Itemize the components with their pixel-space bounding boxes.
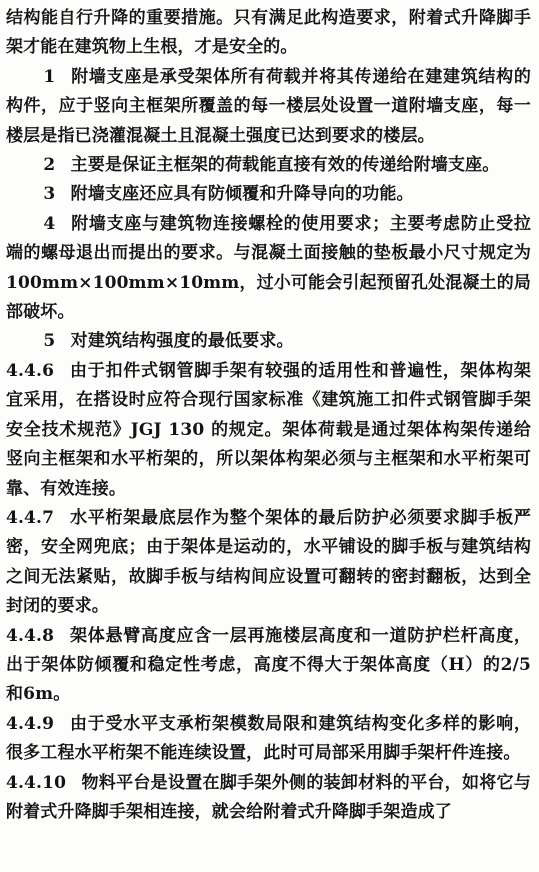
item-text: 对建筑结构强度的最低要求。 — [70, 331, 294, 352]
section-number: 4.4.6 — [6, 360, 55, 381]
section-text: 物料平台是设置在脚手架外侧的装卸材料的平台，如将它与附着式升降脚手架相连接，就会给附着式升降脚手架造成了 — [6, 772, 531, 822]
item-text: 附墙支座与建筑物连接螺栓的使用要求；主要考虑防止受拉端的螺母退出而提出的要求。与混凝土面接触的垫板最小尺寸规定为100mm×100mm×10mm，过小可能会引起预留孔处混凝土的局部破坏。 — [6, 213, 531, 323]
list-item-5 — [6, 327, 531, 356]
item-number: 2 — [43, 155, 56, 176]
list-item-1 — [6, 63, 531, 151]
list-item-3 — [6, 180, 531, 209]
item-text: 附墙支座还应具有防倾覆和升降导向的功能。 — [70, 184, 414, 205]
section-number: 4.4.8 — [6, 625, 55, 646]
item-number: 5 — [43, 331, 56, 352]
section-text: 由于受水平支承桁架模数局限和建筑结构变化多样的影响，很多工程水平桁架不能连续设置，此时可局部采用脚手架杆件连接。 — [6, 713, 531, 764]
item-number: 4 — [43, 213, 56, 234]
section-4-4-9 — [6, 710, 531, 769]
section-number: 4.4.9 — [6, 713, 55, 734]
paragraph-text: 结构能自行升降的重要措施。只有满足此构造要求，附着式升降脚手架才能在建筑物上生根，才是安全的。 — [6, 8, 531, 58]
section-4-4-7 — [6, 504, 531, 622]
section-text: 架体悬臂高度应含一层再施楼层高度和一道防护栏杆高度，出于架体防倾覆和稳定性考虑，高度不得大于架体高度（H）的2/5和6m。 — [6, 625, 531, 705]
section-4-4-6 — [6, 357, 531, 504]
item-text: 附墙支座是承受架体所有荷载并将其传递给在建建筑结构的构件，应于竖向主框架所覆盖的每一楼层处设置一道附墙支座，每一楼层是指已浇灌混凝土且混凝土强度已达到要求的楼层。 — [6, 66, 531, 146]
list-item-4 — [6, 210, 531, 328]
list-item-2 — [6, 151, 531, 180]
section-number: 4.4.7 — [6, 507, 55, 528]
section-text: 水平桁架最底层作为整个架体的最后防护必须要求脚手板严密，安全网兜底；由于架体是运动的，水平铺设的脚手板与建筑结构之间无法紧贴，故脚手板与结构间应设置可翻转的密封翻板，达到全封闭的要求。 — [6, 507, 531, 617]
section-number: 4.4.10 — [6, 772, 67, 793]
section-text: 由于扣件式钢管脚手架有较强的适用性和普遍性，架体构架宜采用，在搭设时应符合现行国家标准《建筑施工扣件式钢管脚手架安全技术规范》JGJ 130 的规定。架体荷载是通过架体构架传递给竖向主框架和水平桁架的，所以架体构架必须与主框架和水平桁架可靠、有效连接。 — [6, 360, 531, 499]
item-number: 1 — [43, 66, 56, 87]
section-4-4-8 — [6, 622, 531, 710]
paragraph-continuation — [6, 4, 531, 63]
section-4-4-10 — [6, 769, 531, 828]
item-text: 主要是保证主框架的荷载能直接有效的传递给附墙支座。 — [70, 155, 500, 176]
item-number: 3 — [43, 184, 56, 205]
